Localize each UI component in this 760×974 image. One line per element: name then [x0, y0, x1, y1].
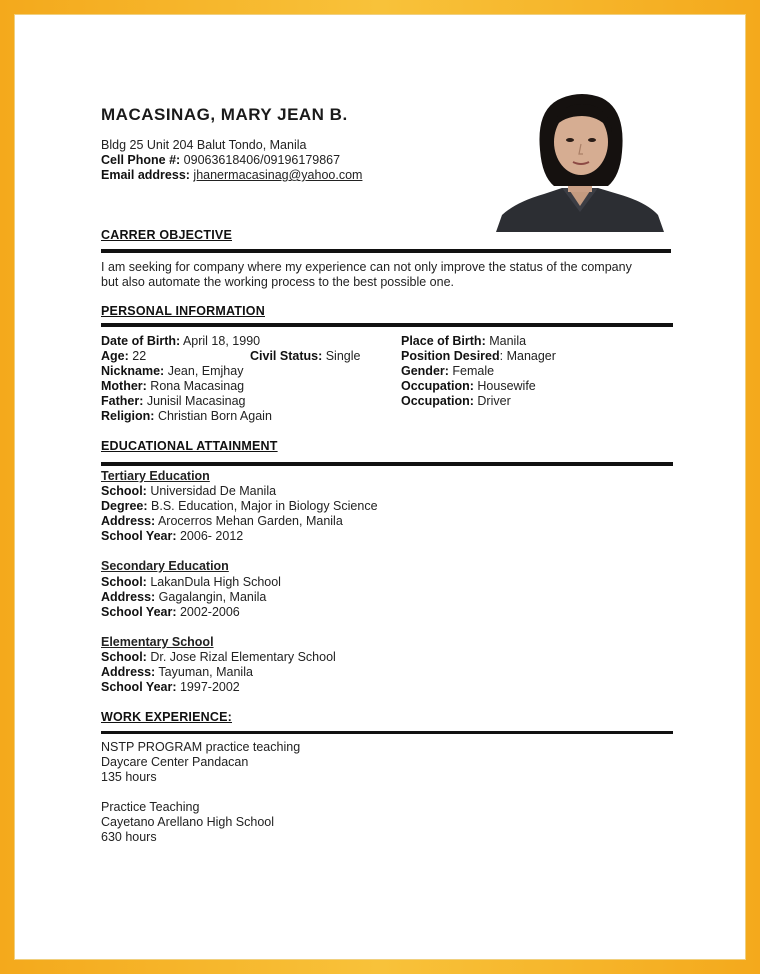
job-1-line-3: 135 hours [101, 770, 157, 784]
father-label: Father: [101, 394, 144, 408]
occupation-2-line [401, 394, 511, 409]
secondary-year-label: School Year: [101, 605, 177, 619]
tertiary-address-label: Address: [101, 514, 156, 528]
address-line: Bldg 25 Unit 204 Balut Tondo, Manila [101, 138, 307, 152]
email-label: Email address: [101, 168, 190, 182]
applicant-photo [496, 90, 664, 232]
work-heading: WORK EXPERIENCE: [101, 710, 232, 724]
job-1-line-1: NSTP PROGRAM practice teaching [101, 740, 301, 754]
work-divider [101, 731, 673, 734]
secondary-year-value: 2002-2006 [176, 605, 240, 619]
elementary-school-line [101, 650, 336, 665]
elementary-year-label: School Year: [101, 680, 177, 694]
occupation-2-label: Occupation: [401, 394, 474, 408]
elementary-year-line [101, 680, 240, 695]
civil-status-value: Single [322, 349, 361, 363]
nickname-line [101, 364, 243, 379]
tertiary-heading: Tertiary Education [101, 469, 210, 483]
resume-page [14, 14, 746, 960]
tertiary-degree-line [101, 499, 378, 514]
pob-line [401, 334, 526, 349]
job-2-line-3: 630 hours [101, 830, 157, 844]
age-label: Age: [101, 349, 129, 363]
tertiary-address-value: Arocerros Mehan Garden, Manila [155, 514, 343, 528]
dob-label: Date of Birth: [101, 334, 181, 348]
job-2-line-2: Cayetano Arellano High School [101, 815, 275, 829]
gender-line [401, 364, 494, 379]
education-heading: EDUCATIONAL ATTAINMENT [101, 439, 278, 453]
father-value: Junisil Macasinag [143, 394, 246, 408]
elementary-heading: Elementary School [101, 635, 214, 649]
civil-status-label: Civil Status: [250, 349, 323, 363]
secondary-school-line [101, 575, 281, 590]
tertiary-year-value: 2006- 2012 [176, 529, 244, 543]
email-line [101, 168, 362, 183]
gender-label: Gender: [401, 364, 449, 378]
secondary-school-label: School: [101, 575, 147, 589]
objective-heading: CARRER OBJECTIVE [101, 228, 232, 242]
tertiary-address-line [101, 514, 343, 529]
religion-value: Christian Born Again [154, 409, 272, 423]
occupation-1-label: Occupation: [401, 379, 474, 393]
portrait-image [496, 90, 664, 232]
personal-divider [101, 323, 673, 327]
nickname-value: Jean, Emjhay [164, 364, 244, 378]
elementary-address-line [101, 665, 253, 680]
tertiary-degree-value: B.S. Education, Major in Biology Science [147, 499, 378, 513]
phone-value: 09063618406/09196179867 [180, 153, 341, 167]
mother-value: Rona Macasinag [146, 379, 245, 393]
position-line [401, 349, 556, 364]
age-value: 22 [128, 349, 147, 363]
position-label: Position Desired [401, 349, 500, 363]
pob-value: Manila [485, 334, 527, 348]
pob-label: Place of Birth: [401, 334, 486, 348]
tertiary-year-label: School Year: [101, 529, 177, 543]
elementary-school-label: School: [101, 650, 147, 664]
elementary-year-value: 1997-2002 [176, 680, 240, 694]
religion-line [101, 409, 272, 424]
age-line [101, 349, 146, 364]
secondary-address-label: Address: [101, 590, 156, 604]
elementary-address-value: Tayuman, Manila [155, 665, 253, 679]
objective-line-2: but also automate the working process to the best possible one. [101, 275, 454, 289]
religion-label: Religion: [101, 409, 155, 423]
father-line [101, 394, 246, 409]
objective-divider [101, 249, 671, 253]
position-value: : Manager [499, 349, 556, 363]
occupation-1-line [401, 379, 536, 394]
civil-status-line [250, 349, 360, 364]
tertiary-school-label: School: [101, 484, 147, 498]
secondary-address-value: Gagalangin, Manila [155, 590, 267, 604]
phone-line [101, 153, 340, 168]
elementary-school-value: Dr. Jose Rizal Elementary School [146, 650, 336, 664]
personal-heading: PERSONAL INFORMATION [101, 304, 265, 318]
job-2-line-1: Practice Teaching [101, 800, 200, 814]
elementary-address-label: Address: [101, 665, 156, 679]
job-1-line-2: Daycare Center Pandacan [101, 755, 249, 769]
occupation-2-value: Driver [473, 394, 511, 408]
email-link[interactable]: jhanermacasinag@yahoo.com [193, 168, 363, 182]
applicant-name: MACASINAG, MARY JEAN B. [101, 105, 348, 124]
secondary-heading: Secondary Education [101, 559, 229, 573]
secondary-school-value: LakanDula High School [146, 575, 281, 589]
secondary-year-line [101, 605, 240, 620]
objective-line-1: I am seeking for company where my experience can not only improve the status of the company [101, 260, 632, 274]
gender-value: Female [448, 364, 495, 378]
occupation-1-value: Housewife [473, 379, 536, 393]
phone-label: Cell Phone #: [101, 153, 181, 167]
secondary-address-line [101, 590, 266, 605]
tertiary-school-value: Universidad De Manila [146, 484, 277, 498]
tertiary-year-line [101, 529, 243, 544]
mother-line [101, 379, 244, 394]
dob-line [101, 334, 260, 349]
education-divider [101, 462, 673, 466]
nickname-label: Nickname: [101, 364, 165, 378]
tertiary-degree-label: Degree: [101, 499, 148, 513]
mother-label: Mother: [101, 379, 147, 393]
dob-value: April 18, 1990 [180, 334, 261, 348]
tertiary-school-line [101, 484, 276, 499]
